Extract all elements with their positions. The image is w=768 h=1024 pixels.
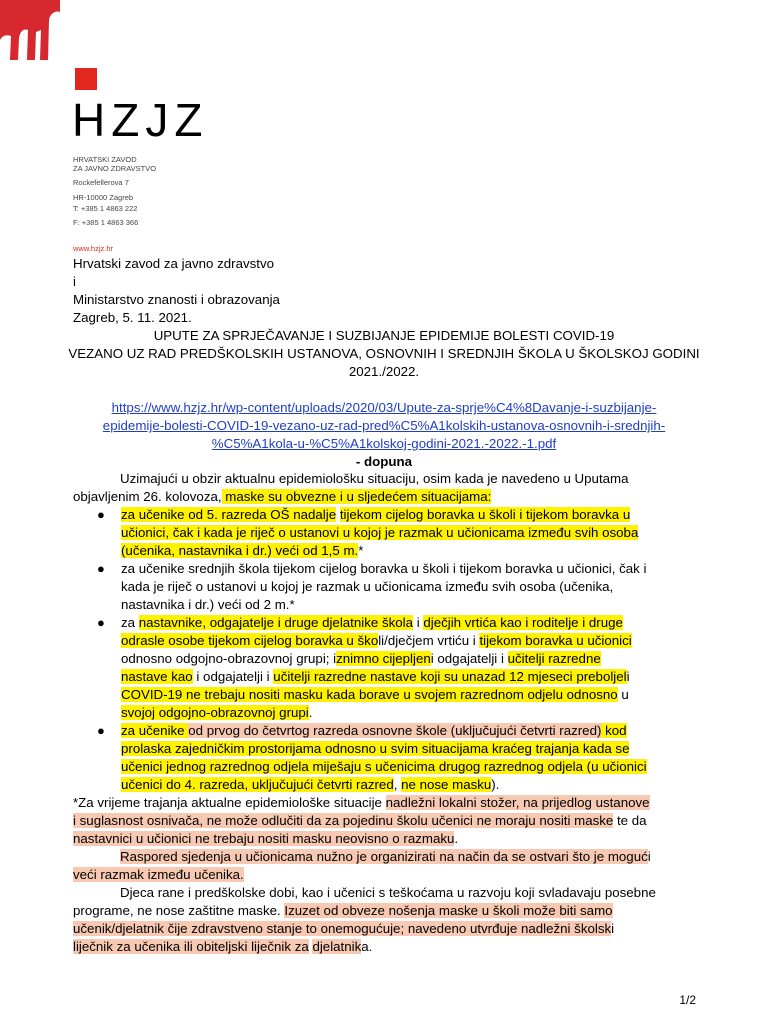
bullet-3-line: svojoj odgojno-obrazovnoj grupi. [121,705,313,720]
seating-line: Raspored sjedenja u učionicama nužno je organizirati na način da se ostvari što je mogući [120,849,651,864]
bullet-3-line: odrasle osobe tijekom cijelog boravka u školi/dječjem vrtiću i tijekom boravka u učionici [121,633,632,648]
bullet-2-line: kada je riječ o ustanovi u kojoj je razmak u učionicama između svih osoba (učenika, [121,579,614,594]
note-line: i suglasnost osnivača, ne može odlučiti da za pojedinu školu učenici ne moraju nositi maske te da [73,813,647,828]
bullet-3-line: za nastavnike, odgajatelje i druge djelatnike škola i dječjih vrtića kao i roditelje i druge [121,615,623,630]
sender: Hrvatski zavod za javno zdravstvo [73,256,275,271]
seating-line: veći razmak između učenika. [73,867,244,882]
doc-title-line: UPUTE ZA SPRJEČAVANJE I SUZBIJANJE EPIDEMIJE BOLESTI COVID-19 [153,328,615,343]
source-link[interactable]: https://www.hzjz.hr/wp-content/uploads/2020/03/Upute-za-sprje%C4%8Davanje-i-suzbijanje- [111,400,657,415]
bullet-1-line: (učenika, nastavnika i dr.) veći od 1,5 m.* [121,543,364,558]
address-line: T: +385 1 4863 222 [73,204,138,213]
bullet-1-line: učionici, čak i kada je riječ o ustanovi u kojoj je razmak u učionicama između svih osoba [121,525,639,540]
bullet-3-line: COVID-19 ne trebaju nositi masku kada borave u svojem razrednom odjelu odnosno u [121,687,629,702]
bullet-1-line: za učenike od 5. razreda OŠ nadalje tijekom cijelog boravka u školi i tijekom boravka u [121,507,631,522]
bullet-3-line: nastave kao i odgajatelji i učitelji razredne nastave koji su unazad 12 mjeseci preboljeli [121,669,630,684]
bullet-4-line: učenici do 4. razreda, uključujući četvrti razred, ne nose masku). [121,777,500,792]
address-line: F: +385 1 4863 366 [73,218,139,227]
bullet-2-line: za učenike srednjih škola tijekom cijelog boravka u školi i tijekom boravka u učionici, čak i [121,561,647,576]
conjunction: i [73,274,76,289]
bullet-4-line: za učenike od prvog do četvrtog razreda osnovne škole (uključujući četvrti razred) kod [121,723,627,738]
address-line: Rockefellerova 7 [73,178,129,187]
bullet-icon: ● [97,615,105,630]
intro-text: objavljenim 26. kolovoza, maske su obvezne i u sljedećem situacijama: [73,489,492,504]
children-line: učenik/djelatnik čije zdravstveno stanje to onemogućuje; navedeno utvrđuje nadležni školski [73,921,615,936]
note-line: *Za vrijeme trajanja aktualne epidemiološke situacije nadležni lokalni stožer, na prijedlog ustanove [73,795,650,810]
bullet-2-line: nastavnika i dr.) veći od 2 m.* [121,597,295,612]
ministry: Ministarstvo znanosti i obrazovanja [73,292,280,307]
bullet-icon: ● [97,723,105,738]
note-line: nastavnici u učionici ne trebaju nositi masku neovisno o razmaku. [73,831,459,846]
bullet-4-line: prolaska zajedničkim prostorijama odnosno u svim situacijama kraćeg trajanja kada se [121,741,630,756]
page-number: 1/2 [679,993,696,1007]
address-line: HR-10000 Zagreb [73,193,134,202]
doc-title-line: VEZANO UZ RAD PREDŠKOLSKIH USTANOVA, OSNOVNIH I SREDNJIH ŠKOLA U ŠKOLSKOJ GODINI [68,346,700,361]
date: Zagreb, 5. 11. 2021. [73,310,192,325]
bullet-4-line: učenici jednog razrednog odjela miješaju s učenicima drugog razrednog odjela (u učionici [121,759,647,774]
logo-text: HZJZ [72,94,209,146]
children-line: Djeca rane i predškolske dobi, kao i učenici s teškoćama u razvoju koji svladavaju posebne [120,885,656,900]
children-line: liječnik za učenika ili obiteljski liječnik za djelatnika. [73,939,373,954]
website-link[interactable]: www.hzjz.hr [73,244,114,253]
logo-red-square [75,68,97,90]
intro-text: Uzimajući u obzir aktualnu epidemiološku situaciju, osim kada je navedeno u Uputama [120,471,629,486]
children-line: programe, ne nose zaštitne maske. Izuzet od obveze nošenja maske u školi može biti samo [73,903,613,918]
bullet-icon: ● [97,507,105,522]
address-line: ZA JAVNO ZDRAVSTVO [73,164,157,173]
bullet-3-line: odnosno odgojno-obrazovnoj grupi; iznimno cijepljeni odgajatelji i učitelji razredne [121,651,601,666]
source-link[interactable]: epidemije-bolesti-COVID-19-vezano-uz-rad-pred%C5%A1kolskih-ustanova-osnovnih-i-srednjih- [102,418,666,433]
doc-title-line: 2021./2022. [348,364,420,379]
address-line: HRVATSKI ZAVOD [73,155,137,164]
dopuna-label: - dopuna [355,454,413,469]
hzjz-figures-logo [0,0,60,60]
source-link[interactable]: %C5%A1kola-u-%C5%A1kolskoj-godini-2021.-2022.-1.pdf [211,436,557,451]
bullet-icon: ● [97,561,105,576]
